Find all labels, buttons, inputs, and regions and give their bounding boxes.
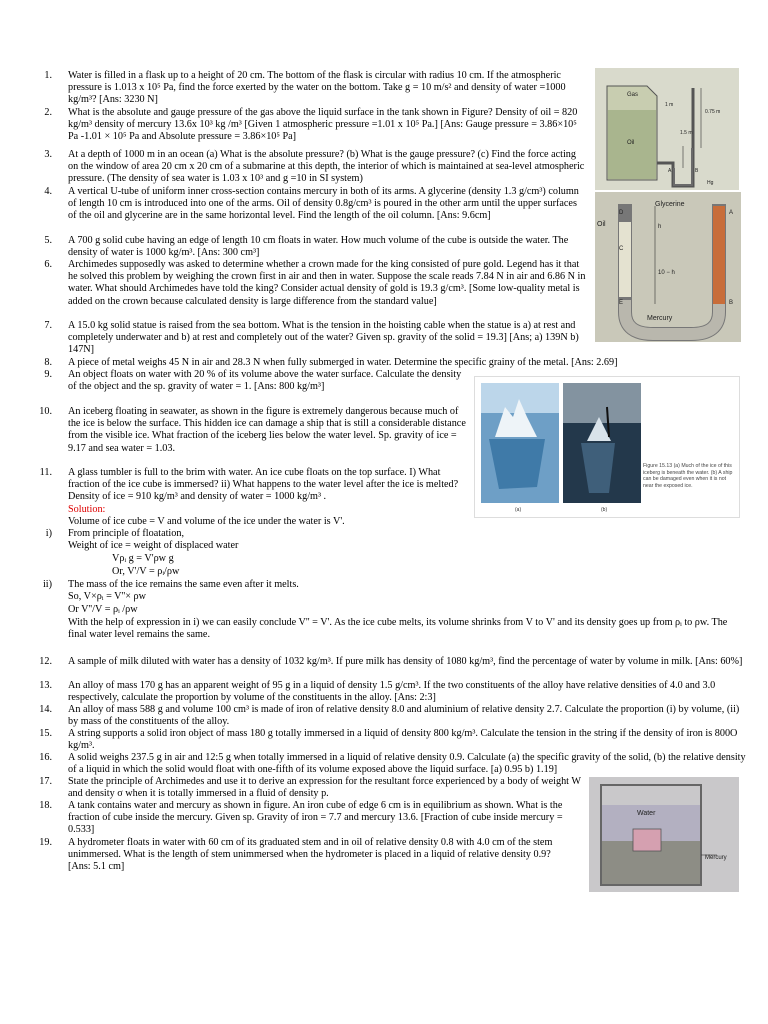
point-a-label: A (729, 210, 734, 216)
point-e-label: E (619, 300, 624, 306)
height-label: 10 − h (658, 270, 675, 276)
point-b-label: B (729, 300, 734, 306)
solution-equation: Or V''/V = ρᵢ /ρw (68, 604, 138, 615)
dimension-label: 1.5 m (680, 130, 693, 136)
tank-cube-figure (589, 777, 739, 892)
question-number: 1. (44, 70, 52, 81)
question-number: 16. (39, 752, 52, 763)
question-text: A solid weighs 237.5 g in air and 12:5 g when totally immersed in a liquid of relative density 0.9. Calculate (a) the specific gravity of the solid, (b) the relative density of a liquid in which the solid would float with one-fifth of its volume exposed above the liquid surface. [a) 0.95 b) 1.19] (68, 752, 746, 776)
question-number: 17. (39, 776, 52, 787)
oil-label: Oil (597, 221, 606, 228)
oil-label: Oil (627, 140, 635, 146)
question-number: 15. (39, 728, 52, 739)
question-number: 18. (39, 800, 52, 811)
u-tube-figure (595, 192, 741, 342)
question-number: 13. (39, 680, 52, 691)
point-d-label: D (619, 210, 624, 216)
question-text: Water is filled in a flask up to a height of 20 cm. The bottom of the flask is circular with radius 10 cm. If the atmospheric pressure is 1.013 x 10⁵ Pa, find the force exerted by the water on the bottom. Take g = 10 m/s² and density of water =1000 kg/m³? [Ans: 3230 N] (68, 70, 566, 106)
solution-line: With the help of expression in i) we can easily conclude V'' = V'. As the ice cube melts, its volume shrinks from V to V' and its density goes up from ρᵢ to ρw. The final water level remains the same. (68, 617, 728, 641)
water-label: Water (637, 810, 656, 817)
question-number: 19. (39, 837, 52, 848)
question-number: 12. (39, 656, 52, 667)
question-text: A piece of metal weighs 45 N in air and 28.3 N when fully submerged in water. Determine the specific grainy of the metal. [Ans: 2.69] (68, 357, 618, 368)
solution-line: From principle of floatation, (68, 528, 184, 539)
question-number: 14. (39, 704, 52, 715)
point-c-label: C (619, 246, 624, 252)
solution-equation: Or, V'/V = ρᵢ/ρw (112, 566, 180, 577)
solution-equation: So, V×ρᵢ = V''× ρw (68, 591, 146, 602)
question-text: A vertical U-tube of uniform inner cross-section contains mercury in both of its arms. A glycerine (density 1.3 g/cm³) column of length 10 cm is introduced into one of the arms. Oil of density 0.8g/cm³ is poured in the other arm until the upper surfaces of the oil and glycerine are in the same horizontal level. Find the length of the oil column. [Ans: 9.6cm] (68, 186, 579, 222)
question-text: A 15.0 kg solid statue is raised from the sea bottom. What is the tension in the hoisting cable when the statue is a) at rest and completely underwater and b) at rest and completely out of the water? Given sp. gravity of the solid = 19.3] [Ans; a) 139N b) 147N] (68, 320, 579, 356)
solution-line: Volume of ice cube = V and volume of the ice under the water is V'. (68, 516, 345, 527)
tank-manometer-figure (595, 68, 739, 190)
point-b-label: B (695, 168, 699, 174)
subfigure-b-label: (b) (601, 507, 608, 513)
dimension-label: 1 m (665, 102, 674, 108)
question-text: A string supports a solid iron object of mass 180 g totally immersed in a liquid of density 800 kg/m³. Calculate the tension in the string if the density of iron is 800O kg/m³. (68, 728, 738, 752)
question-number: 4. (44, 186, 52, 197)
question-text: An iceberg floating in seawater, as shown in the figure is extremely dangerous because much of the ice is below the surface. This hidden ice can damage a ship that is still a considerable distance from the visible ice. What fraction of the iceberg lies below the water level. Sp. gravity of ice = 9.17 and sea water = 1.03. (68, 406, 466, 454)
question-number: 2. (44, 107, 52, 118)
mercury-label: Hg (707, 180, 714, 186)
question-number: 11. (39, 467, 52, 478)
question-text: An alloy of mass 170 g has an apparent weight of 95 g in a liquid of density 1.5 g/cm³. If the two constituents of the alloy have relative densities of 4.0 and 3.0 respectively, calculate the proportion by volume of the constituents in the alloy. [Ans: 2:3] (68, 680, 716, 704)
solution-equation: Vρᵢ g = V'ρw g (112, 553, 174, 564)
question-number: 3. (44, 149, 52, 160)
question-number: 10. (39, 406, 52, 417)
glycerine-label: Glycerine (655, 201, 685, 208)
question-text: An object floats on water with 20 % of its volume above the water surface. Calculate the density of the object and the sp. gravity of water = 1. [Ans: 800 kg/m³] (68, 369, 462, 393)
question-text: A glass tumbler is full to the brim with water. An ice cube floats on the top surface. I) What fraction of the ice cube is immersed? ii) What happens to the water level after the ice is melted? Density of ice = 910 kg/m³ and density of water = 1000 kg/m³ . (68, 467, 459, 503)
solution-heading: Solution: (68, 504, 106, 515)
question-text: What is the absolute and gauge pressure of the gas above the liquid surface in the tank shown in Figure? Density of oil = 820 kg/m³ density of mercury 13.6x 10³ kg /m³ [Given 1 atmospheric pressure =1.01 x 10⁵ Pa.] [Ans: Gauge pressure = 3.86×10⁵ Pa -1.01 × 10⁵ Pa and Absolute pressure = 3.86×10⁵ Pa] (68, 107, 578, 143)
question-text: A hydrometer floats in water with 60 cm of its graduated stem and in oil of relative density 0.8 with 4.0 cm of the stem unimmersed. What is the length of stem unimmersed when the hydrometer is placed in a liquid of relative density 0.9? [Ans: 5.1 cm] (68, 837, 553, 873)
height-label: h (658, 224, 662, 230)
question-number: 6. (44, 259, 52, 270)
question-text: A 700 g solid cube having an edge of length 10 cm floats in water. How much volume of the cube is outside the water. The density of water is 1000 kg/m³. [Ans: 300 cm³] (68, 235, 569, 259)
question-text: A tank contains water and mercury as shown in figure. An iron cube of edge 6 cm is in equilibrium as shown. What is the fraction of cube inside the mercury. Given sp. Gravity of iron = 7.7 and mercury 13.6. [Fraction of cube inside mercury = 0.533] (68, 800, 563, 836)
iceberg-figure (474, 376, 740, 518)
question-text: State the principle of Archimedes and use it to derive an expression for the resultant force experienced by a body of weight W and density σ when it is totally immersed in a fluid of density p. (68, 776, 581, 800)
question-number: 8. (44, 357, 52, 368)
subfigure-a-label: (a) (515, 507, 522, 513)
question-text: A sample of milk diluted with water has a density of 1032 kg/m³. If pure milk has density of 1080 kg/m³, find the percentage of water by volume in milk. [Ans: 60%] (68, 656, 743, 667)
point-a-label: A (668, 168, 672, 174)
solution-line: Weight of ice = weight of displaced water (68, 540, 239, 551)
question-number: 9. (44, 369, 52, 380)
question-number: 7. (44, 320, 52, 331)
gas-label: Gas (627, 92, 639, 98)
mercury-label: Mercury (647, 315, 673, 322)
mercury-label: Mercury (705, 855, 727, 861)
solution-line: The mass of the ice remains the same even after it melts. (68, 579, 299, 590)
question-number: 5. (44, 235, 52, 246)
question-text: At a depth of 1000 m in an ocean (a) What is the absolute pressure? (b) What is the gauge pressure? (c) Find the force acting on the window of area 20 cm x 20 cm of a submarine at this depth, the interior of which is maintained at sea-level atmospheric pressure. (The density of sea water is 1.03 x 10³ and g =10 in SI system) (68, 149, 585, 185)
dimension-label: 0.75 m (705, 109, 721, 115)
question-text: An alloy of mass 588 g and volume 100 cm³ is made of iron of relative density 8.0 and aluminium of relative density 2.7. Calculate the proportion (i) by volume, (ii) by mass of the constituents of the alloy. (68, 704, 740, 728)
question-text: Archimedes supposedly was asked to determine whether a crown made for the king consisted of pure gold. Legend has it that he solved this problem by weighing the crown first in air and then in water. Suppose the scale reads 7.84 N in air and 6.86 N in water. What should Archimedes have told the king? Consider actual density of gold is 19.3 g/cm³. [Some low-quality metal is added on the crown because calculated density is large difference from the standard value] (68, 259, 586, 307)
solution-part-number: ii) (42, 579, 52, 590)
solution-part-number: i) (45, 528, 52, 539)
figure-caption: Figure 15.13 (a) Much of the ice of this iceberg is beneath the water. (b) A ship can be damaged even when it is not near the exposed ice. (643, 463, 733, 489)
